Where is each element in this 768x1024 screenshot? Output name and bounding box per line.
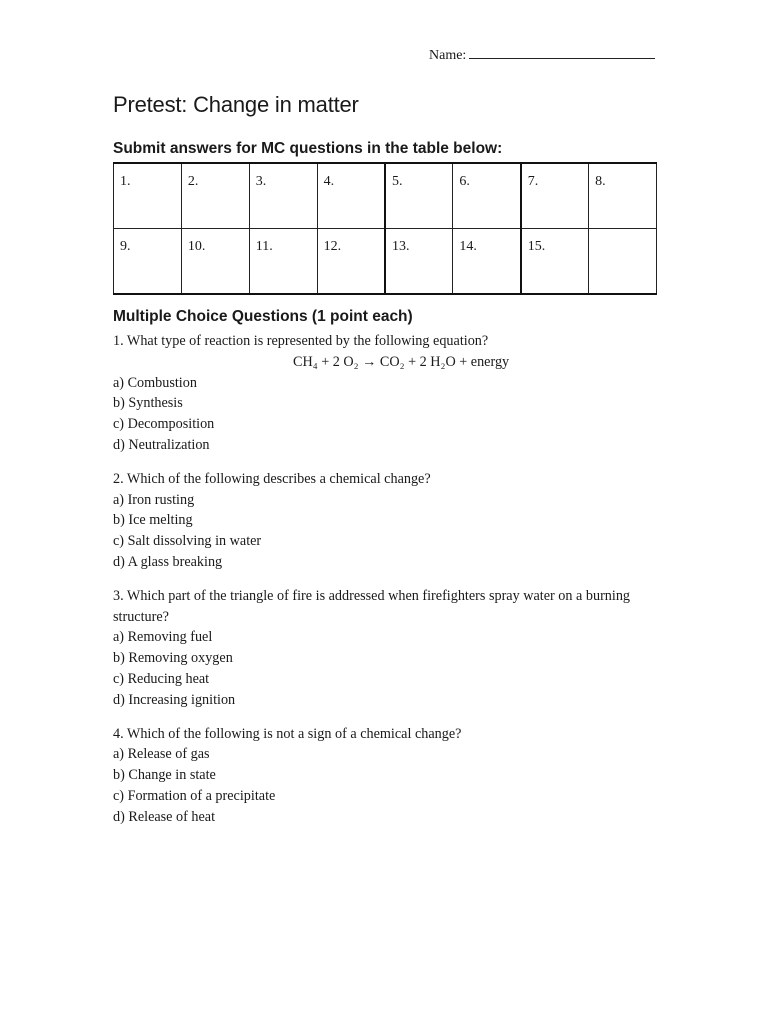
question-text: 3. Which part of the triangle of fire is addressed when firefighters spray water on a burning structure? <box>113 587 631 625</box>
question-text: 2. Which of the following describes a chemical change? <box>113 470 431 487</box>
answer-option: b) Change in state <box>113 767 216 784</box>
page-title: Pretest: Change in matter <box>113 92 359 117</box>
question-text: 4. Which of the following is not a sign of a chemical change? <box>113 725 462 742</box>
answer-cell[interactable]: 14. <box>453 229 521 295</box>
answer-option: d) Neutralization <box>113 436 210 453</box>
answer-option: b) Removing oxygen <box>113 650 233 667</box>
answer-option: c) Reducing heat <box>113 670 210 687</box>
answer-table-row <box>114 163 657 229</box>
question-list <box>113 331 658 841</box>
answer-cell[interactable] <box>589 229 657 295</box>
answer-cell[interactable]: 7. <box>521 163 589 229</box>
answer-option: a) Release of gas <box>113 746 210 763</box>
answer-option: b) Ice melting <box>113 512 193 529</box>
answer-table <box>113 162 657 295</box>
answer-cell[interactable]: 9. <box>114 229 182 295</box>
question-1 <box>113 331 658 456</box>
mc-section-heading: Multiple Choice Questions (1 point each) <box>113 308 413 325</box>
answer-cell[interactable]: 5. <box>385 163 453 229</box>
answer-cell[interactable]: 2. <box>181 163 249 229</box>
answer-option: c) Formation of a precipitate <box>113 787 276 804</box>
question-text: 1. What type of reaction is represented by the following equation? <box>113 333 489 349</box>
answer-cell[interactable]: 11. <box>249 229 317 295</box>
answer-option: a) Removing fuel <box>113 629 213 646</box>
answer-cell[interactable]: 13. <box>385 229 453 295</box>
name-field[interactable] <box>429 46 655 64</box>
question-3 <box>113 586 658 711</box>
question-2 <box>113 469 658 573</box>
name-label: Name: <box>429 48 467 63</box>
answer-cell[interactable]: 3. <box>249 163 317 229</box>
answer-cell[interactable]: 1. <box>114 163 182 229</box>
name-blank-line[interactable] <box>469 46 655 59</box>
answer-cell[interactable]: 6. <box>453 163 521 229</box>
answer-option: a) Combustion <box>113 374 197 391</box>
chemical-equation: CH₄ + 2 O₂ → CO₂ + 2 H₂O + energy <box>293 353 510 370</box>
answer-cell[interactable]: 8. <box>589 163 657 229</box>
answer-table-heading: Submit answers for MC questions in the table below: <box>113 140 503 157</box>
answer-option: c) Decomposition <box>113 416 215 433</box>
answer-cell[interactable]: 4. <box>317 163 385 229</box>
answer-option: d) Increasing ignition <box>113 691 236 708</box>
answer-cell[interactable]: 12. <box>317 229 385 295</box>
answer-option: b) Synthesis <box>113 395 183 412</box>
answer-option: d) Release of heat <box>113 808 216 825</box>
answer-table-row <box>114 229 657 295</box>
answer-option: c) Salt dissolving in water <box>113 533 262 550</box>
answer-cell[interactable]: 15. <box>521 229 589 295</box>
answer-option: a) Iron rusting <box>113 491 195 508</box>
question-4 <box>113 724 658 828</box>
answer-cell[interactable]: 10. <box>181 229 249 295</box>
answer-option: d) A glass breaking <box>113 553 223 570</box>
